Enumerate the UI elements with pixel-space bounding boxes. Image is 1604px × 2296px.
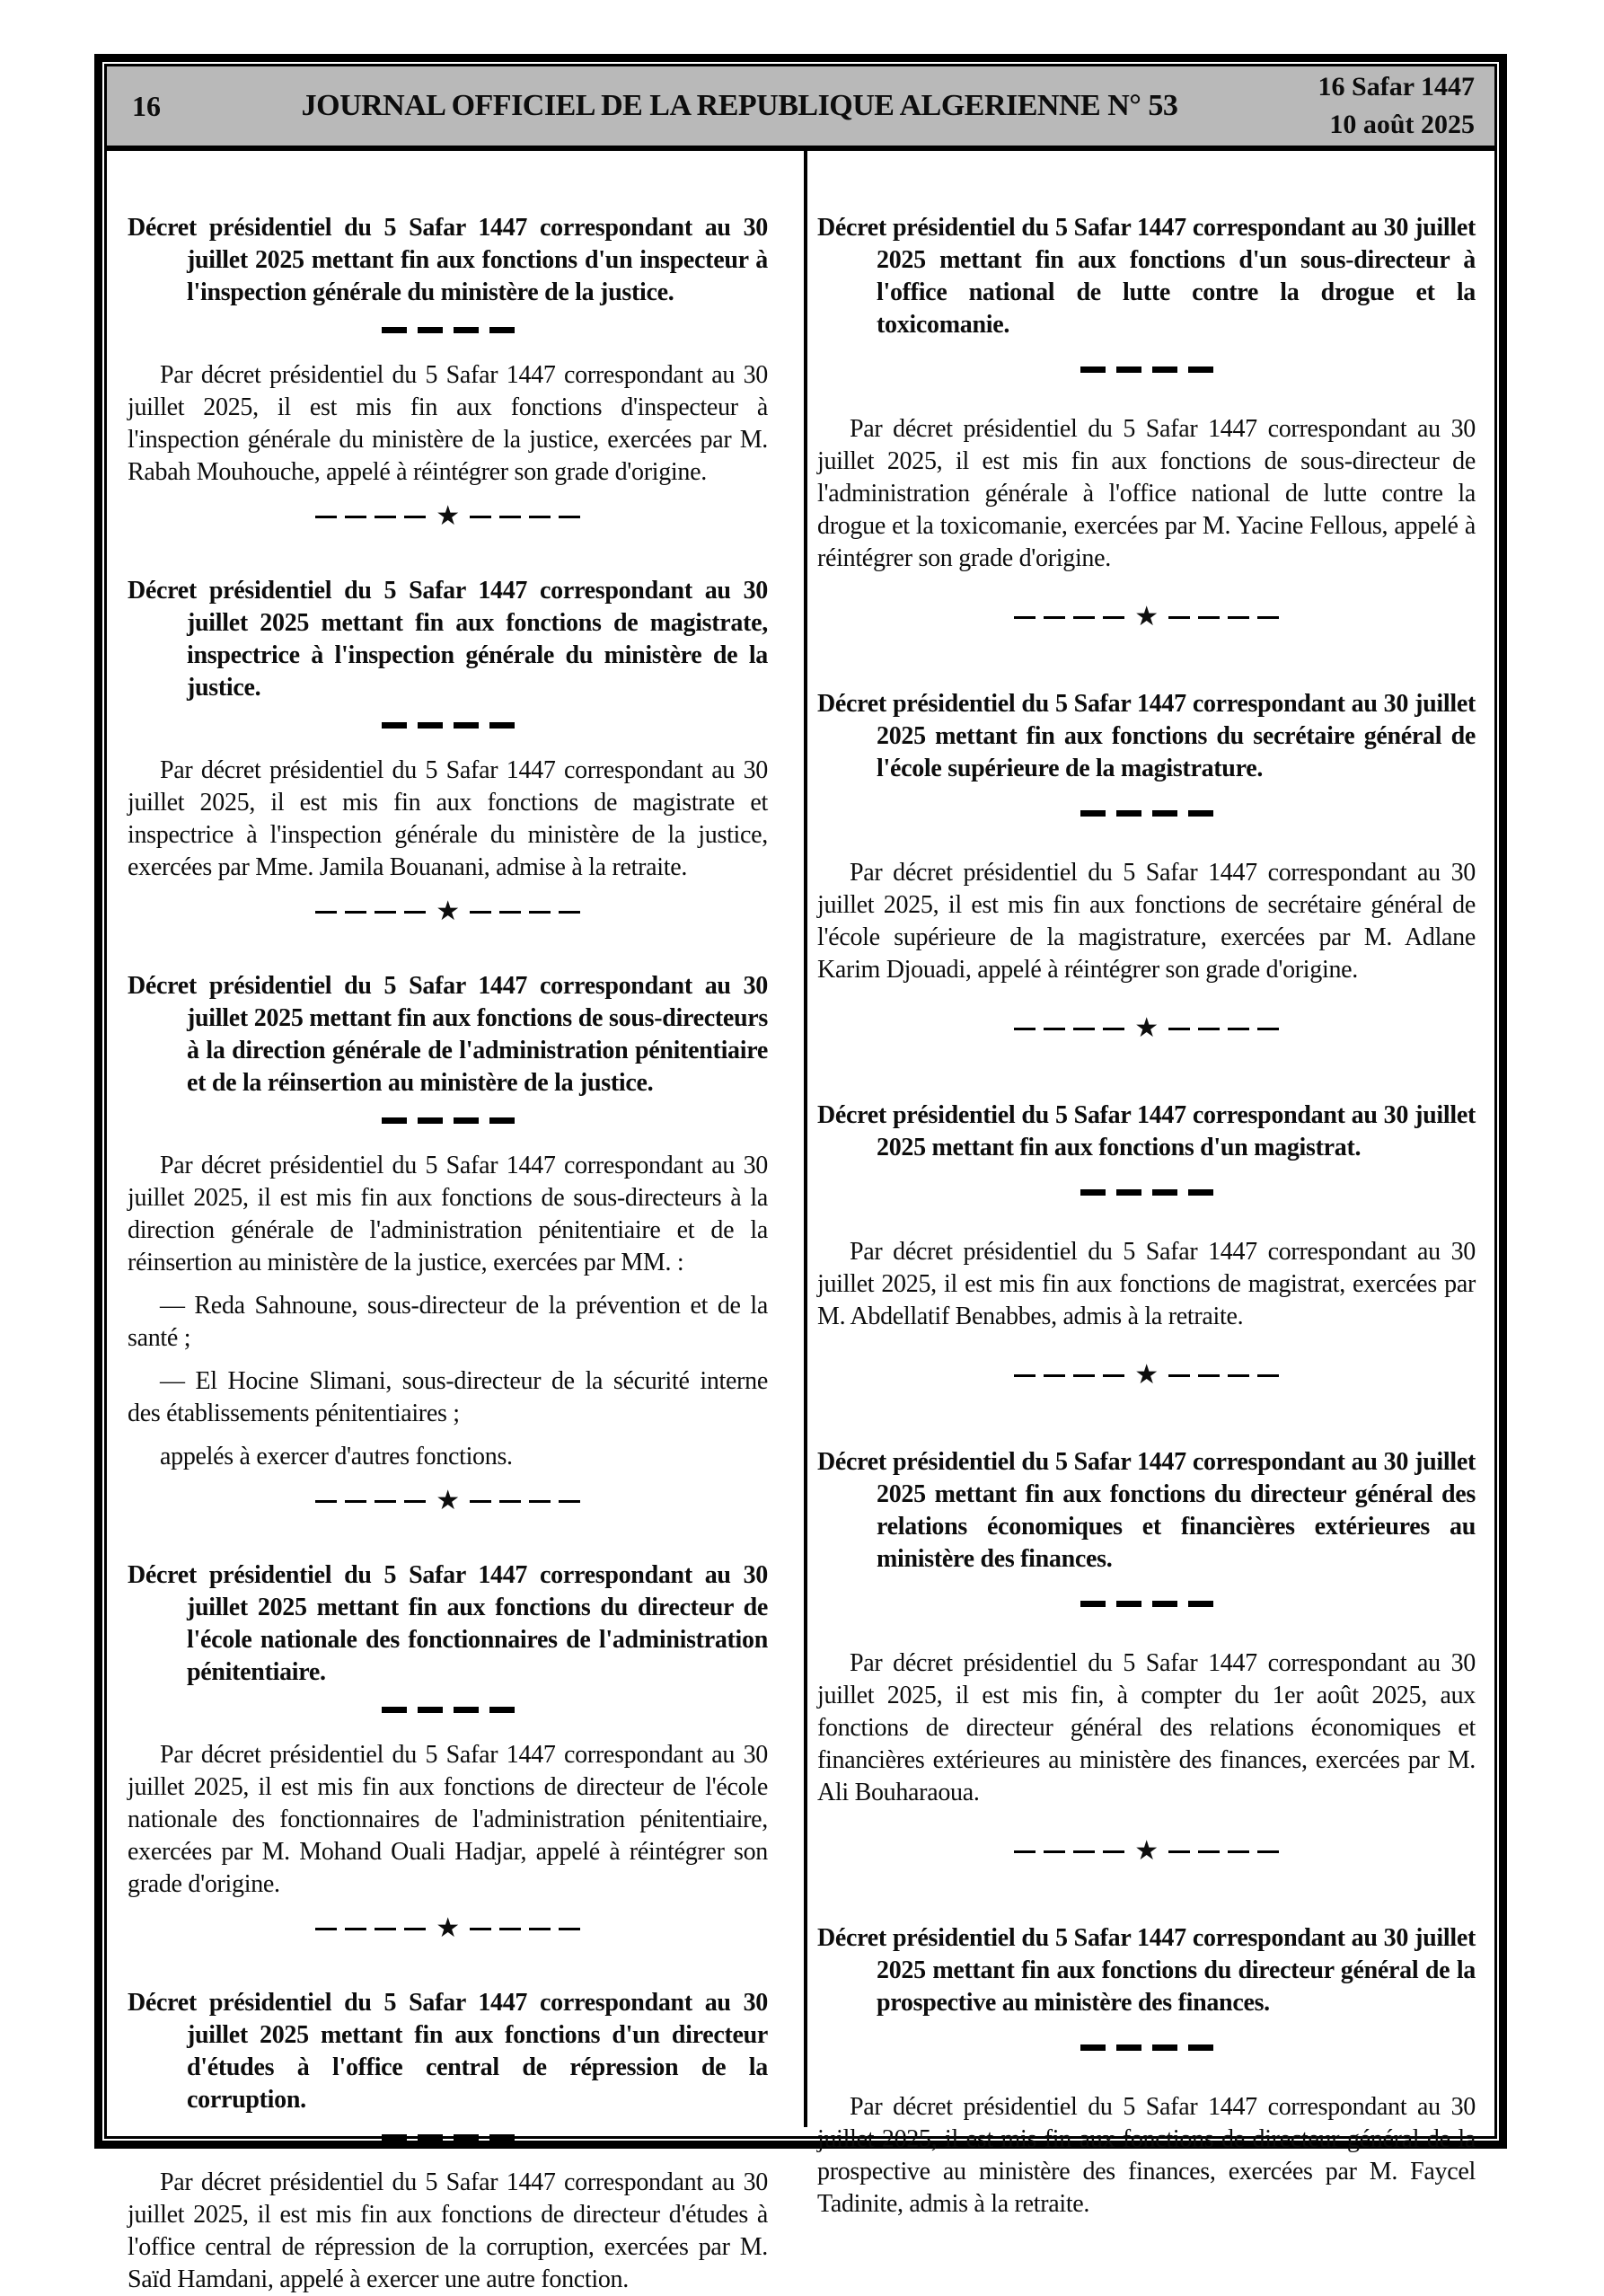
decree-paragraph: Par décret présidentiel du 5 Safar 1447 correspondant au 30 juillet 2025, il est mis fin aux fonctions de secrétaire général de l'école supérieure de la magistrature, exercées par M. Adlane Karim Djouadi, appelé à réintégrer son grade d'origine. xyxy=(817,859,1476,984)
decree-block xyxy=(128,1987,768,2296)
dash-separator xyxy=(817,2041,1476,2053)
page-frame xyxy=(94,54,1507,2293)
star-separator xyxy=(817,1836,1476,1867)
decree-paragraph: Par décret présidentiel du 5 Safar 1447 correspondant au 30 juillet 2025, il est mis fin aux fonctions de sous-directeur de l'administration générale à l'office national de lutte contre la drogue et la toxicomanie, exercées par M. Yacine Fellous, appelé à réintégrer son grade d'origine. xyxy=(817,415,1476,572)
dash-separator xyxy=(128,323,768,336)
decree-block xyxy=(817,688,1476,1044)
star-separator xyxy=(817,602,1476,632)
star-icon: ★ xyxy=(436,896,460,927)
decree-paragraph: Par décret présidentiel du 5 Safar 1447 correspondant au 30 juillet 2025, il est mis fin aux fonctions de directeur d'études à l'office central de répression de la corruption, exercées par M. Saïd Hamdani, appelé à exercer une autre fonction. xyxy=(128,2168,768,2293)
star-icon: ★ xyxy=(1134,1835,1159,1867)
decree-title: Décret présidentiel du 5 Safar 1447 correspondant au 30 juillet 2025 mettant fin aux fonctions du secrétaire général de l'école supérieure de la magistrature. xyxy=(817,690,1476,782)
right-column xyxy=(817,151,1476,2218)
star-icon: ★ xyxy=(1134,1012,1159,1044)
dash-separator xyxy=(817,1597,1476,1610)
dash-separator xyxy=(128,719,768,731)
star-icon: ★ xyxy=(436,1912,460,1944)
column-divider xyxy=(804,151,807,2127)
page-number: 16 xyxy=(132,89,161,122)
dash-separator xyxy=(817,1186,1476,1198)
decree-block xyxy=(817,212,1476,632)
date-hijri: 16 Safar 1447 xyxy=(1318,72,1475,102)
decree-paragraph: Par décret présidentiel du 5 Safar 1447 correspondant au 30 juillet 2025, il est mis fin aux fonctions d'inspecteur à l'inspection générale du ministère de la justice, exercées par M. Rabah Mouhouche, appelé à réintégrer son grade d'origine. xyxy=(128,361,768,486)
content-columns xyxy=(107,151,1494,2293)
decree-block xyxy=(128,970,768,1516)
star-separator xyxy=(128,1913,768,1944)
decree-paragraph: Par décret présidentiel du 5 Safar 1447 correspondant au 30 juillet 2025, il est mis fin, à compter du 1er août 2025, aux fonctions de directeur général des relations économiques et financières extérieures au ministère des finances, exercées par M. Ali Bouharaoua. xyxy=(817,1649,1476,1806)
decree-title: Décret présidentiel du 5 Safar 1447 correspondant au 30 juillet 2025 mettant fin aux fonctions du directeur général de la prospective au ministère des finances. xyxy=(817,1924,1476,2017)
dash-separator xyxy=(128,1703,768,1716)
decree-paragraph: Par décret présidentiel du 5 Safar 1447 correspondant au 30 juillet 2025, il est mis fin aux fonctions de directeur de l'école nationale des fonctionnaires de l'administration pénitentiaire, exercées par M. Mohand Ouali Hadjar, appelé à réintégrer son grade d'origine. xyxy=(128,1741,768,1898)
decree-paragraph: appelés à exercer d'autres fonctions. xyxy=(160,1443,513,1470)
star-separator xyxy=(128,896,768,927)
star-separator xyxy=(128,1486,768,1516)
star-icon: ★ xyxy=(436,1485,460,1516)
page-inner-border xyxy=(104,64,1497,2293)
decree-paragraph: Par décret présidentiel du 5 Safar 1447 correspondant au 30 juillet 2025, il est mis fin aux fonctions de magistrat, exercées par M. Abdellatif Benabbes, admis à la retraite. xyxy=(817,1238,1476,1330)
decree-paragraph: Par décret présidentiel du 5 Safar 1447 correspondant au 30 juillet 2025, il est mis fin aux fonctions de sous-directeurs à la direction générale de l'administration pénitentiaire et de la réinsertion au ministère de la justice, exercées par MM. : xyxy=(128,1152,768,1276)
journal-title: JOURNAL OFFICIEL DE LA REPUBLIQUE ALGERIENNE N° 53 xyxy=(301,89,1178,122)
header-band xyxy=(107,66,1494,151)
dash-separator xyxy=(817,807,1476,819)
star-separator xyxy=(817,1360,1476,1391)
star-icon: ★ xyxy=(436,500,460,532)
decree-block xyxy=(128,1559,768,1944)
decree-title: Décret présidentiel du 5 Safar 1447 correspondant au 30 juillet 2025 mettant fin aux fonctions de magistrate, inspectrice à l'inspection générale du ministère de la justice. xyxy=(128,577,768,702)
star-separator xyxy=(128,501,768,532)
header-dates xyxy=(1230,68,1494,144)
date-gregorian: 10 août 2025 xyxy=(1329,110,1475,139)
decree-title: Décret présidentiel du 5 Safar 1447 correspondant au 30 juillet 2025 mettant fin aux fonctions de sous-directeurs à la direction générale de l'administration pénitentiaire et de la réinsertion au ministère de la justice. xyxy=(128,972,768,1097)
decree-paragraph: Par décret présidentiel du 5 Safar 1447 correspondant au 30 juillet 2025, il est mis fin aux fonctions de directeur général de la prospective au ministère des finances, exercées par M. Faycel Tadinite, admis à la retraite. xyxy=(817,2093,1476,2218)
decree-title: Décret présidentiel du 5 Safar 1447 correspondant au 30 juillet 2025 mettant fin aux fonctions du directeur de l'école nationale des fonctionnaires de l'administration pénitentiaire. xyxy=(128,1561,768,1686)
decree-block xyxy=(817,1922,1476,2221)
decree-title: Décret présidentiel du 5 Safar 1447 correspondant au 30 juillet 2025 mettant fin aux fonctions d'un magistrat. xyxy=(817,1101,1476,1161)
dash-separator xyxy=(128,2131,768,2143)
star-icon: ★ xyxy=(1134,1359,1159,1391)
decree-title: Décret présidentiel du 5 Safar 1447 correspondant au 30 juillet 2025 mettant fin aux fonctions d'un sous-directeur à l'office national de lutte contre la drogue et la toxicomanie. xyxy=(817,214,1476,339)
left-column xyxy=(128,151,768,2293)
decree-block xyxy=(128,212,768,532)
decree-block xyxy=(817,1099,1476,1391)
star-separator xyxy=(817,1013,1476,1044)
star-icon: ★ xyxy=(1134,601,1159,632)
decree-paragraph: — Reda Sahnoune, sous-directeur de la prévention et de la santé ; xyxy=(128,1292,768,1352)
decree-title: Décret présidentiel du 5 Safar 1447 correspondant au 30 juillet 2025 mettant fin aux fonctions d'un inspecteur à l'inspection générale du ministère de la justice. xyxy=(128,214,768,306)
dash-separator xyxy=(817,363,1476,375)
decree-title: Décret présidentiel du 5 Safar 1447 correspondant au 30 juillet 2025 mettant fin aux fonctions d'un directeur d'études à l'office central de répression de la corruption. xyxy=(128,1989,768,2114)
decree-block xyxy=(128,575,768,927)
decree-paragraph: Par décret présidentiel du 5 Safar 1447 correspondant au 30 juillet 2025, il est mis fin aux fonctions de magistrate et inspectrice à l'inspection générale du ministère de la justice, exercées par Mme. Jamila Bouanani, admise à la retraite. xyxy=(128,756,768,881)
decree-paragraph: — El Hocine Slimani, sous-directeur de la sécurité interne des établissements pénitentiaires ; xyxy=(128,1367,768,1427)
dash-separator xyxy=(128,1114,768,1126)
decree-block xyxy=(817,1446,1476,1867)
decree-title: Décret présidentiel du 5 Safar 1447 correspondant au 30 juillet 2025 mettant fin aux fonctions du directeur général des relations économiques et financières extérieures au ministère des finances. xyxy=(817,1448,1476,1573)
